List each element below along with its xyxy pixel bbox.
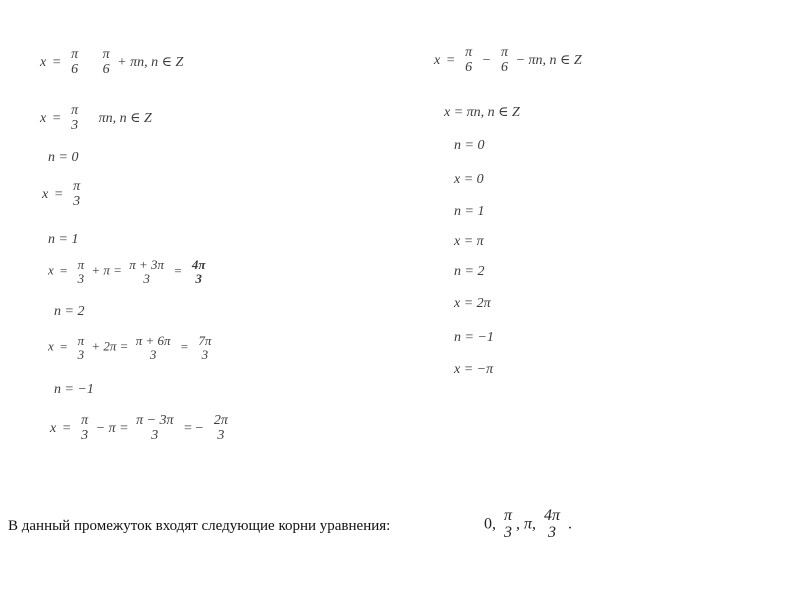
solution-n2-left (48, 334, 215, 361)
var-x: x (48, 262, 54, 278)
denominator: 3 (201, 346, 209, 362)
equation-general-left (40, 48, 183, 77)
solution-n1-right: x = π (454, 234, 484, 249)
fraction (69, 48, 80, 77)
fraction (463, 46, 474, 75)
root-pi: π (524, 515, 533, 533)
equation-middle: + π = (91, 262, 122, 278)
equation-simplified-left (40, 104, 152, 133)
fraction (499, 46, 510, 75)
numerator: π (77, 257, 85, 272)
numerator: π (71, 47, 79, 62)
solution-n0-left (42, 180, 84, 209)
equals-sign: = (174, 262, 182, 278)
numerator: π (102, 47, 110, 62)
denominator: 3 (195, 270, 202, 286)
case-n0-left: n = 0 (48, 150, 79, 165)
numerator: 4π (544, 507, 561, 524)
numerator: π (71, 103, 79, 118)
numerator: π (73, 179, 81, 194)
denominator: 3 (504, 523, 512, 541)
var-x: x (40, 110, 47, 126)
root-4pi-over-3 (542, 508, 562, 542)
equation-middle: + 2π = (91, 338, 129, 354)
solution-nm1-left (50, 414, 232, 443)
equation-simplified-right: x = πn, n ∈ Z (444, 105, 520, 120)
var-x: x (48, 338, 54, 354)
root-pi-over-3 (502, 508, 514, 542)
numerator: π + 3π (129, 257, 165, 272)
solution-nm1-right: x = −π (454, 362, 494, 377)
conclusion-text: В данный промежуток входят следующие корни уравнения: (8, 518, 391, 534)
denominator: 3 (73, 193, 81, 209)
equals-sign: = (180, 338, 189, 354)
numerator: π (81, 413, 89, 428)
equation-tail: + πn, n ∈ Z (117, 54, 184, 70)
solution-n0-right: x = 0 (454, 172, 484, 187)
fraction-result (212, 414, 230, 443)
equals-sign: = (60, 338, 68, 354)
case-n1-right: n = 1 (454, 204, 485, 219)
equation-general-right (434, 46, 582, 75)
equals-sign: = − (184, 420, 204, 436)
case-n1-left: n = 1 (48, 232, 79, 247)
case-nm1-left: n = −1 (54, 382, 94, 397)
numerator: π (77, 333, 85, 348)
denominator: 3 (149, 346, 157, 362)
numerator: 4π (191, 257, 206, 272)
var-x: x (434, 52, 441, 68)
equals-sign: = (54, 186, 63, 202)
numerator: π (501, 45, 509, 60)
separator: , (532, 515, 537, 533)
var-x: x (42, 186, 49, 202)
denominator: 3 (217, 427, 225, 443)
equals-sign: = (446, 52, 455, 68)
minus-sign: − (482, 52, 491, 68)
period: . (568, 515, 573, 533)
equation-tail: − πn, n ∈ Z (515, 52, 582, 68)
denominator: 6 (501, 59, 509, 75)
var-x: x (50, 420, 57, 436)
fraction (127, 258, 166, 285)
case-nm1-right: n = −1 (454, 330, 494, 345)
denominator: 6 (465, 59, 473, 75)
fraction (76, 334, 87, 361)
equals-sign: = (52, 110, 61, 126)
answer-roots (484, 508, 572, 542)
separator: , (516, 515, 521, 533)
denominator: 6 (71, 61, 79, 77)
fraction (134, 334, 173, 361)
denominator: 3 (151, 427, 159, 443)
var-x: x (40, 54, 47, 70)
fraction-result (196, 334, 213, 361)
fraction (79, 414, 90, 443)
root-zero: 0, (484, 515, 496, 533)
denominator: 3 (77, 270, 85, 286)
equals-sign: = (60, 262, 68, 278)
fraction (69, 104, 80, 133)
denominator: 3 (77, 346, 85, 362)
denominator: 3 (548, 523, 557, 541)
numerator: π + 6π (135, 333, 171, 348)
fraction-result (190, 258, 208, 285)
fraction (134, 414, 175, 443)
equals-sign: = (62, 420, 71, 436)
denominator: 3 (81, 427, 89, 443)
solution-n1-left (48, 258, 209, 285)
numerator: π − 3π (136, 413, 174, 428)
case-n0-right: n = 0 (454, 138, 485, 153)
numerator: π (465, 45, 473, 60)
equation-tail: πn, n ∈ Z (98, 110, 152, 126)
denominator: 3 (71, 117, 79, 133)
fraction (101, 48, 112, 77)
equals-sign: = (52, 54, 61, 70)
solution-n2-right: x = 2π (454, 296, 491, 311)
case-n2-right: n = 2 (454, 264, 485, 279)
denominator: 3 (143, 270, 150, 286)
fraction (76, 258, 87, 285)
denominator: 6 (102, 61, 110, 77)
numerator: π (504, 507, 513, 524)
equation-middle: − π = (95, 420, 129, 436)
fraction (71, 180, 82, 209)
case-n2-left: n = 2 (54, 304, 85, 319)
numerator: 7π (198, 333, 212, 348)
numerator: 2π (213, 413, 228, 428)
